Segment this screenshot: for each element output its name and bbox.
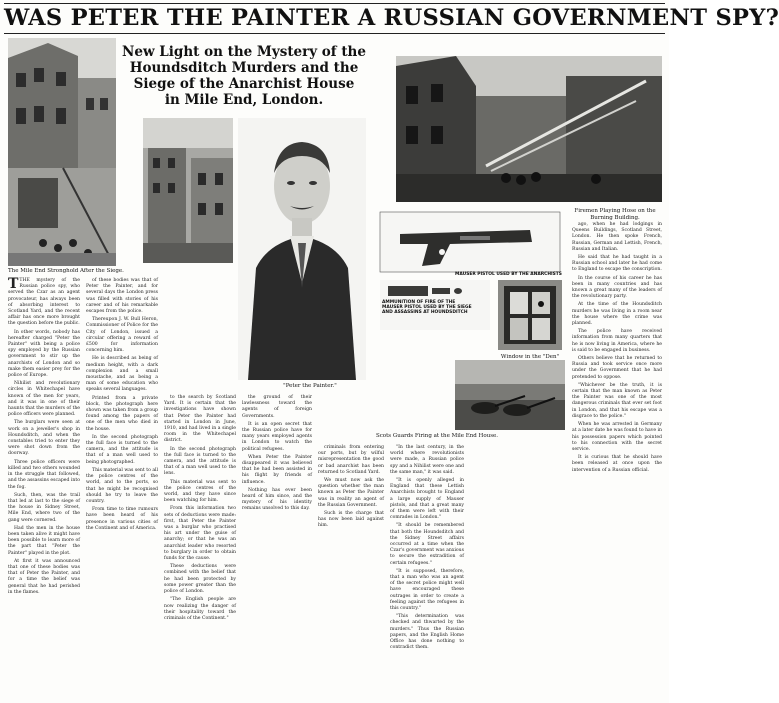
paragraph: Three police officers were killed and two others wounded in the struggle that followed, and the assassins escaped into the fog. [8,459,80,490]
paragraph: Nihilist and revolutionary circles in Whitechapel have known of the men for years, and it was in one of their haunts that the murders of the police officers were planned. [8,381,80,418]
paragraph: In the course of his career he has been in many countries and has known a great many of the leaders of the revolutionary party. [572,275,662,300]
pistol-illustration [380,212,560,272]
ammunition-label-line: MAUSER PISTOL USED BY THE SIEGE [382,305,472,311]
paragraph: Such is the charge that has now been laid against him. [318,511,384,529]
deck-line: New Light on the Mystery of the [122,44,366,60]
paragraph: It is curious that he should have been released at once upon the intervention of a Russian official. [572,455,662,473]
street-caption: The Mile End Stronghold After the Siege. [8,268,124,274]
article-column-7 [572,222,662,698]
portrait-photo [238,118,366,380]
paragraph: When Peter the Painter disappeared it was believed that he had been assisted in his flight by friends of influence. [242,454,312,485]
paragraph: ago, when he had lodgings in Queens Buildings, Scotland Street, London. He then spoke French, Russian, German and Lettish, French, Russian and Italian. [572,222,662,252]
portrait-caption: "Peter the Painter." [283,383,337,389]
paragraph: "It is supposed, therefore, that a man who was an agent of the secret police might well have encouraged these outrages in order to create a feeling against the refugees in this country." [390,568,464,612]
paragraph: Printed from a private block, the photograph here shown was taken from a group found among the papers of one of the men who died in the house. [86,395,158,432]
article-column-4 [242,395,312,698]
paragraph: Thereupon J. W. Bull Heron, Commissioner of Police for the City of London, issued a circular offering a reward of £500 for information concerning him. [86,317,158,354]
paragraph: When he was arrested in Germany at a later date he was found to have in his possession papers which pointed to his connection with the secret service. [572,422,662,452]
window-photo [498,280,562,350]
paragraph: Such, then, was the trail that led at last to the siege of the house in Sidney Street, Mile End, where two of the gang were cornered. [8,492,80,523]
paragraph: It is an open secret that the Russian police have for many years employed agents in London to watch the political refugees. [242,421,312,452]
paragraph: In other words, nobody has hereafter charged "Peter the Painter" with being a police spy employed by the Russian government to stir up the anarchists of London and so make them easier prey for the police of Europe. [8,329,80,379]
paragraph: He said that he had taught in a Russian school and later he had come to England to escape the conscription. [572,255,662,273]
paragraph: At first it was announced that one of these bodies was that of Peter the Painter, and for a time the belief was general that he had perished in the flames. [8,558,80,595]
paragraph: He is described as being of medium height, with a dark complexion and a small moustache, and as being a man of some education who speaks several languages. [86,356,158,393]
fire-caption: Firemen Playing Hose on the Burning Building. [574,208,656,221]
buildings-photo [143,118,233,263]
paragraph: The burglars were seen at work on a jeweller's shop in Houndsditch, and when the constables tried to enter they were shot down from the doorway. [8,420,80,457]
paragraph: In the second photograph the full face is turned to the camera, and the attitude is that of a man well used to the lens. [164,446,236,477]
paragraph: the ground of their lawlessness toward the agents of foreign Governments. [242,395,312,419]
paragraph: of these bodies was that of Peter the Painter, and for several days the London press was filled with stories of his career and of his remarkable escapes from the police. [86,278,158,315]
paragraph: "It is openly alleged in England that these Lettish Anarchists brought to England a large supply of Mauser pistols, and that a great many of them were left with their comrades in London." [390,478,464,521]
top-rule [4,3,665,4]
paragraph: From this information two sets of deductions were made: first, that Peter the Painter was a burglar who practised his art under the guise of anarchy; or that he was an anarchist leader who resorted to burglary in order to obtain funds for the cause. [164,506,236,562]
paragraph: This material was sent to the police centres of the world, and they have since been watching for him. [164,479,236,504]
paragraph: "The English people are now realizing the danger of their hospitality toward the criminals of the Continent." [164,597,236,621]
paragraph: This material was sent to all the police centres of the world, and to the ports, so that he might be recognised should he try to leave the country. [86,467,158,504]
paragraph: Others believe that he returned to Russia and took service once more under the Government that he had pretended to oppose. [572,356,662,380]
article-column-1 [8,278,80,698]
paragraph: criminals from entering our ports, but by wilful misrepresentation the good or bad anarchist has been returned to Scotland Yard. [318,445,384,475]
ammunition-label-line: AMMUNITION OF FIRE OF THE [382,300,456,305]
window-caption: Window in the "Den" [500,354,560,360]
deck-line: Houndsditch Murders and the [129,60,359,76]
headline-rule [4,33,665,34]
paragraph: These deductions were combined with the belief that he had been protected by some power greater than the police of London. [164,564,236,595]
paragraph: From time to time rumours have been heard of his presence in various cities of the Continent and of America. [86,507,158,531]
paragraph: In the second photograph the full face is turned to the camera, and the attitude is that of a man well used to being photographed. [86,434,158,465]
paragraph: "Whichever be the truth, it is certain that the man known as Peter the Painter was one of the most dangerous criminals that ever set foot in London, and that his escape was a disgrace to the police." [572,382,662,419]
paragraph: "It should be remembered that both the Houndsditch and the Sidney Street affairs occurred at a time when the Czar's government was anxious to secure the extradition of certain refugees." [390,523,464,566]
paragraph: At the time of the Houndsditch murders he was living in a room near the house where the crime was planned. [572,302,662,327]
paragraph: The police have received information from many quarters that he is now living in America, where he is said to be engaged in business. [572,329,662,353]
fire-photo [396,56,662,202]
article-column-3 [164,395,236,698]
paragraph: Nothing has ever been heard of him since, and the mystery of his identity remains unsolved to this day. [242,487,312,512]
paragraph: We must now ask the question whether the man known as Peter the Painter was in reality an agent of the Russian Government. [318,478,384,508]
headline: WAS PETER THE PAINTER A RUSSIAN GOVERNMENT SPY? [4,5,779,31]
deck-line: Siege of the Anarchist House [133,76,355,92]
article-column-6 [390,445,464,698]
drop-cap: T [8,276,19,292]
article-column-2 [86,278,158,698]
soldiers-caption: Scots Guards Firing at the Mile End House. [375,433,499,439]
street-photo [8,38,116,266]
pistol-label-top: MAUSER PISTOL USED BY THE ANARCHISTS [455,272,562,277]
paragraph: to the search by Scotland Yard. It is certain that the investigations have shown that Peter the Painter had started in London in June, 1910, and had lived in a single room in the Whitechapel district. [164,395,236,444]
ammunition-label-line: AND ASSASSINS AT HOUNDSDITCH [382,310,468,316]
paragraph: THE mystery of the Russian police spy, who served the Czar as an agent provocateur, has always been of absorbing interest to Scotland Yard, and the recent affair has once more brought the question before the public. [8,278,80,327]
paragraph: Had the men in the house been taken alive it might have been possible to learn more of the part that "Peter the Painter" played in the plot. [8,525,80,556]
paragraph: "In the last century, in the world where revolutionists were made, a Russian police spy and a Nihilist were one and the same man," it was said. [390,445,464,475]
ammunition-label [382,300,472,316]
paragraph: "This determination was checked and thwarted by the murders." Thus the Russian papers, and the English Home Office has done nothing to contradict them. [390,614,464,651]
deck [110,44,378,108]
article-column-5 [318,445,384,698]
deck-line: in Mile End, London. [164,92,324,108]
soldiers-photo [455,360,565,430]
